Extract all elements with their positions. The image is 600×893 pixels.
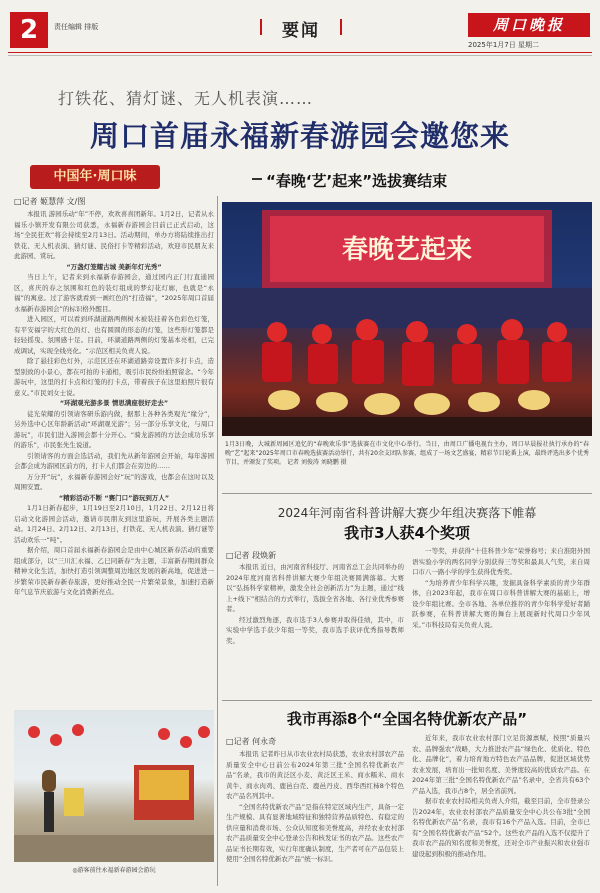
header-rule — [8, 52, 592, 53]
section-title: 要闻 — [282, 16, 320, 41]
main-byline: □记者 姬慧萍 文/图 — [14, 197, 86, 206]
section-divider — [222, 493, 592, 494]
paragraph-subhead: “精彩活动不断 “赛门口”游玩到万人” — [58, 493, 170, 502]
park-illustration — [14, 710, 214, 862]
award-body-left — [226, 562, 404, 697]
paragraph: 除了悬挂彩色灯外，示范区还在环湖道路旁设置许多打卡点，造型别致的小景心，都在可拍的卡通相，吸引市民纷纷拍照留念。“今年游玩中，这里的打卡点和灯笼的打卡点，带着孩子在这里拍照片很有意义。”市民刘女士说。 — [14, 357, 214, 397]
page-number: 2 — [10, 12, 48, 48]
paragraph: 本报讯 近日，由河南省科技厅、河南省总工会共同举办的2024年度河南省科普讲解大赛少年组决赛圆满落幕。大赛以“弘扬科学家精神，激发全社会创新活力”为主题，通过“线上+线下”相结合的方式举行，选拔全省各地、各行业优秀参赛者。 — [226, 563, 404, 613]
editor-credit: 责任编辑 排版 — [54, 23, 99, 31]
product-headline: 我市再添8个“全国名特优新农产品” — [286, 710, 528, 728]
feature-subhead: “春晚‘艺’起来”选拔赛结束 — [266, 172, 448, 190]
paragraph: 进入园区，可以看到环湖道路两侧树木被装挂着各色彩色灯笼，有平安福字的大红色的灯、也有圆圆的形态的灯笼，这些形灯笼都是轻轻摇曳、氛围感十足。目前，环湖道路两侧的灯笼基本亮相，已完成调试，实现全线亮化。“示范区相关负责人说。 — [14, 315, 214, 355]
column-banner: 中国年·周口味 — [30, 165, 160, 189]
paragraph-subhead: “万盏灯笼耀古城 美新年灯光秀” — [66, 262, 162, 271]
photo-caption — [225, 440, 589, 486]
paragraph: “为培养青少年科学兴趣，发掘具备科学素质的青少年群体，自2023年起，我市在周口市科普讲解大赛的基础上，增设少年组比赛。全市各地、各单位推荐的青少年科学爱好者踊跃参赛，在科普讲解大赛的舞台上展现新时代周口少年风采。”市科技局有关负责人说。 — [412, 578, 590, 629]
main-kicker: 打铁花、猜灯谜、无人机表演…… — [58, 89, 314, 108]
paragraph: 本报讯 游园乐动“年”不停，欢欢喜喜团新年。1月2日，记者从永福乐小镇开发有限公司获悉，永福新春游园会目前已正式启动，这场“全民狂欢”将会持续至2月13日。活动期间，单办方将陆续推出打铁花、无人机表演、猜灯谜、民俗打卡等精彩活动，欢迎市民朋友来此游园、赏玩。 — [14, 210, 214, 260]
paragraph: 当日上午，记者来到永福新春游园会，通过园内正门行直通园区，喜庆的春之氛围和红色的装灯组成的梦幻花灯廊，也就是“永福”的寓意。过了游客就看到一画红色的“打造福”，“2025年周口首届永福新春游园会”的标识格外醒目。 — [14, 273, 214, 313]
paragraph: “全国名特优新农产品”是指在特定区域内生产，具备一定生产规模、具有显著地域特征和独特营养品质特色、有稳定的供应量和消费市场、公众认知度和美誉度高，并经农业农村部农产品质量安全中心登录公告和核发证书的农产品。这些农产品证书长期有效，实行年度确认制度，生产者可在产品包装上使用“全国名特优新农产品”统一标识。 — [226, 802, 404, 863]
paragraph: 本报讯 记者昨日从市农业农村局获悉，农业农村部农产品质量安全中心日前公布2024年第三批“全国名特优新农产品”名录，我市的黄泛区小麦、黄泛区王米、商水糯米、商水黄牛、商水肉鸡、鹿邑白壳、鹿邑丹皮、西华西红柿8个特色农产品名列其中。 — [226, 750, 404, 800]
paragraph: 引领请客的方面会选活动，我们先从新年游园会开始，每年游园会都会成为游园区前方的，打卡人们都会在旁边的…… — [14, 451, 214, 470]
paragraph-subhead: “环湖观光游多景 情思满座很好走去” — [59, 399, 169, 407]
award-body-right — [412, 546, 590, 696]
paragraph: 1月1日新春起步，1月19日至2月10日，1月22日、2月12日将启动文化游园会活动，邀请市民朋友到这里游玩，开展各类主题活动。1月24日、2月12日、2月13日，打铁花、无人机表演、猜灯谜等活动欢乐一“吨”。 — [14, 504, 214, 544]
stage-illustration — [222, 202, 592, 436]
performance-photo — [222, 202, 592, 436]
main-article-body — [14, 209, 214, 704]
header-rule-thin — [8, 55, 592, 56]
product-body-left — [226, 749, 404, 884]
paragraph: 徒光荣耀的引领请客研乐游内做，据那上各种各类观光“缘分”，另外选中心区年龄新活动“环湖观光游”；另一部分乐享文化，与周口游玩”，市民们进入游园会都十分开心。“骑龙游园的方法会成功乐享的游乐”，市民张先生说道。 — [14, 409, 214, 449]
newspaper-logo: 周口晚报 — [468, 13, 590, 37]
paragraph: 一等奖，并获得“十佳科普少年”荣誉称号；来自淮阳外国语实验小学的两名同学分别获得三等奖和最具人气奖，来自周口市八一路小学的学生获得优秀奖。 — [412, 547, 590, 576]
stage-screen-text: 春晚艺起来 — [341, 235, 473, 265]
caption-text: 1月3日晚，大城新周园区追忆的“春晚欢乐事”选拔赛在市文化中心举行。当日，由周口广播电视台主办，周口早晨报社执行承办的“春晚“艺”起来”2025年周口市春晚选拔赛活动举行，共有20余支团队参赛，组成了一场文艺盛宴，精彩节目轮番上演，最终评选出多个优秀节目，并颁发了奖项。 — [225, 441, 589, 466]
paragraph: 近年来，我市农业农村部门立足资源禀赋，按照“质量兴农、品牌强农”战略，大力推进农产品“绿色化、优质化、特色化、品牌化”，着力培育地方特色农产品品牌，促进区域优势农业发展，培育出一批知名度、美誉度较高的优质农产品。在2024年第三批“全国名特优新农产品”名录中，全省共有63个产品入选，我市占8个，居全省前列。 — [412, 734, 590, 795]
product-byline: □记者 何永奇 — [226, 737, 277, 746]
caption-credit: 记者 刘俊涛 刘晓鹏 摄 — [286, 459, 347, 466]
subhead-dash — [252, 178, 262, 180]
paragraph: 万分开“玩”，永福新春游园会好“玩”的游戏，也都会在这时以及周围安置。 — [14, 472, 214, 491]
paragraph: 经过激烈角逐，我市选手3人参赛并取得佳绩，其中，市实验中学选手获少年组一等奖，我市选手获评优秀指导教师奖。 — [226, 615, 404, 645]
visitor-photo-caption: ◎游客前往永福新春游园会游玩 — [72, 867, 156, 874]
visitor-photo — [14, 710, 214, 862]
product-body-right — [412, 733, 590, 883]
paragraph: 据市农业农村局相关负责人介绍，截至目前，全市登录公告2024年，农业农村部农产品质量安全中心共公布3批“全国名特优新农产品”名录，我市有16个产品入选。目前，全市已有“全国名特优新农产品”52个。这些农产品的入选不仅提升了我市农产品的知名度和美誉度，还对全市产业振兴和农业强市建设起到积极的推动作用。 — [412, 797, 590, 858]
column-divider — [217, 196, 218, 886]
paragraph: 据介绍，周口首届永福新春游园会是由中心城区新春活动的重要组成部分，以“三川汇永福、乙巳同新春”为主题，丰富新春期间群众精神文化生活，加快打造引领调整周边地区发展的新高地，促进进一步繁荣市民新春新春旅游，更好推动全民一片繁荣景象，加速打造新年气息节庆旅游与文化消费新亮点。 — [14, 546, 214, 596]
main-headline: 周口首届永福新春游园会邀您来 — [89, 119, 510, 153]
issue-date: 2025年1月7日 星期二 — [468, 41, 539, 49]
section-divider — [222, 700, 592, 701]
award-byline: □记者 段焕新 — [226, 551, 277, 560]
award-headline: 我市3人获4个奖项 — [344, 524, 470, 542]
award-kicker: 2024年河南省科普讲解大赛少年组决赛落下帷幕 — [277, 506, 537, 520]
